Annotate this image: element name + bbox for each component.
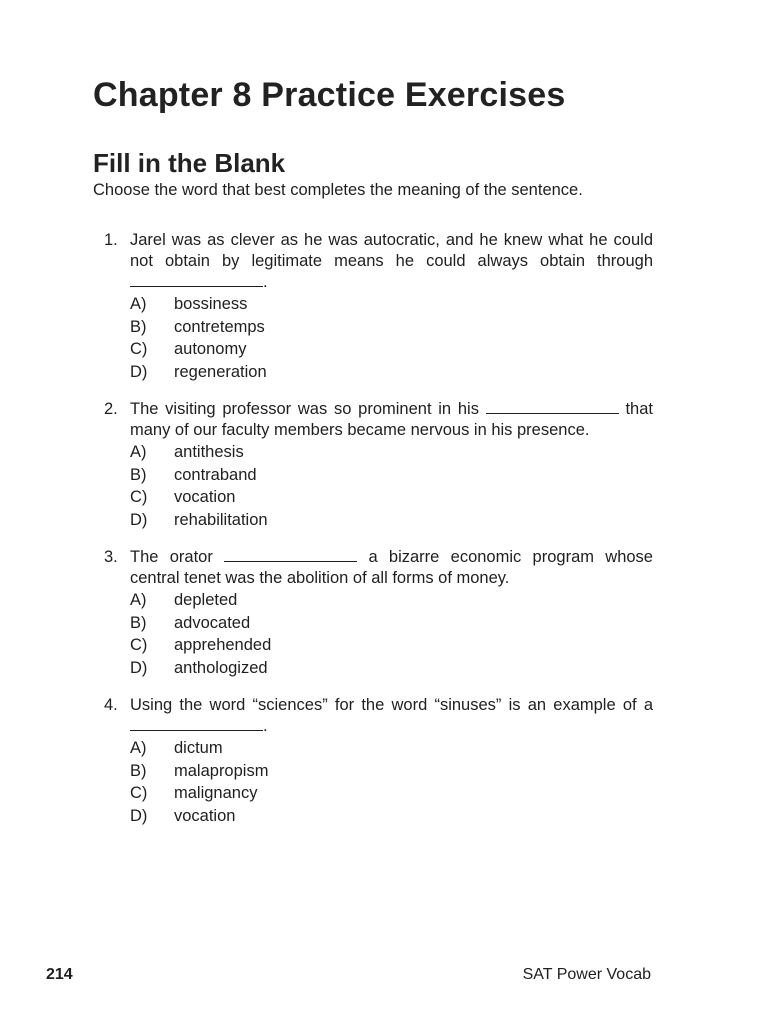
answer-option — [130, 338, 653, 361]
stem-text: . — [263, 717, 268, 735]
option-text: regeneration — [174, 362, 267, 381]
question-list — [93, 230, 653, 843]
question-number: 3. — [104, 548, 118, 566]
answer-blank — [130, 716, 263, 731]
option-text: contretemps — [174, 317, 265, 336]
option-letter: D) — [130, 362, 148, 381]
answer-options — [130, 441, 653, 531]
answer-options — [130, 589, 653, 679]
option-letter: D) — [130, 806, 148, 825]
answer-option — [130, 589, 653, 612]
stem-text: The orator — [130, 548, 213, 566]
option-text: rehabilitation — [174, 510, 268, 529]
option-letter: D) — [130, 510, 148, 529]
option-text: antithesis — [174, 443, 244, 461]
instructions: Choose the word that best completes the meaning of the sentence. — [93, 181, 583, 199]
question-number: 2. — [104, 400, 118, 418]
option-text: dictum — [174, 739, 223, 757]
question-1 — [93, 230, 653, 383]
answer-option — [130, 464, 653, 487]
option-letter: B) — [130, 613, 147, 632]
stem-text: Jarel was as clever as he was autocratic, and he knew what he could not obtain by legitimate means he could always obtain through — [130, 231, 653, 270]
option-letter: D) — [130, 658, 148, 677]
stem-text: Using the word “sciences” for the word “sinuses” is an example of a — [130, 696, 653, 714]
option-text: autonomy — [174, 340, 247, 358]
stem-text: a bizarre economic program whose central tenet was the abolition of all forms of money. — [130, 548, 653, 587]
answer-option — [130, 486, 653, 509]
answer-option — [130, 805, 653, 828]
question-stem — [130, 230, 653, 293]
option-letter: B) — [130, 465, 147, 484]
page-title: Chapter 8 Practice Exercises — [93, 76, 566, 114]
answer-option — [130, 361, 653, 384]
option-letter: C) — [130, 488, 148, 506]
answer-option — [130, 509, 653, 532]
answer-blank — [224, 547, 357, 562]
answer-option — [130, 737, 653, 760]
answer-option — [130, 657, 653, 680]
answer-option — [130, 634, 653, 657]
answer-option — [130, 316, 653, 339]
option-letter: C) — [130, 636, 148, 654]
page-number: 214 — [46, 966, 73, 983]
option-text: contraband — [174, 465, 257, 484]
option-letter: B) — [130, 317, 147, 336]
stem-text: . — [263, 273, 268, 291]
option-letter: A) — [130, 591, 147, 609]
question-3 — [93, 547, 653, 679]
stem-text: The visiting professor was so prominent in his — [130, 400, 479, 418]
option-text: depleted — [174, 591, 238, 609]
question-stem — [130, 695, 653, 737]
answer-option — [130, 782, 653, 805]
option-letter: C) — [130, 340, 148, 358]
answer-blank — [486, 399, 619, 414]
option-letter: B) — [130, 761, 147, 780]
option-text: bossiness — [174, 295, 248, 313]
stem-text: that many of our faculty members became nervous in his presence. — [130, 400, 653, 439]
section-heading: Fill in the Blank — [93, 148, 286, 178]
answer-option — [130, 293, 653, 316]
question-2 — [93, 399, 653, 531]
option-text: anthologized — [174, 658, 268, 677]
option-text: malapropism — [174, 761, 269, 780]
book-title: SAT Power Vocab — [522, 966, 651, 983]
option-text: malignancy — [174, 784, 258, 802]
option-text: vocation — [174, 488, 236, 506]
question-stem — [130, 399, 653, 441]
question-4 — [93, 695, 653, 827]
option-letter: A) — [130, 739, 147, 757]
answer-blank — [130, 272, 263, 287]
option-letter: A) — [130, 443, 147, 461]
option-text: advocated — [174, 613, 251, 632]
answer-options — [130, 737, 653, 827]
answer-option — [130, 441, 653, 464]
option-text: apprehended — [174, 636, 272, 654]
answer-option — [130, 612, 653, 635]
question-number: 4. — [104, 696, 118, 714]
answer-option — [130, 760, 653, 783]
question-stem — [130, 547, 653, 589]
question-number: 1. — [104, 231, 118, 249]
option-letter: A) — [130, 295, 147, 313]
option-text: vocation — [174, 806, 236, 825]
option-letter: C) — [130, 784, 148, 802]
answer-options — [130, 293, 653, 383]
